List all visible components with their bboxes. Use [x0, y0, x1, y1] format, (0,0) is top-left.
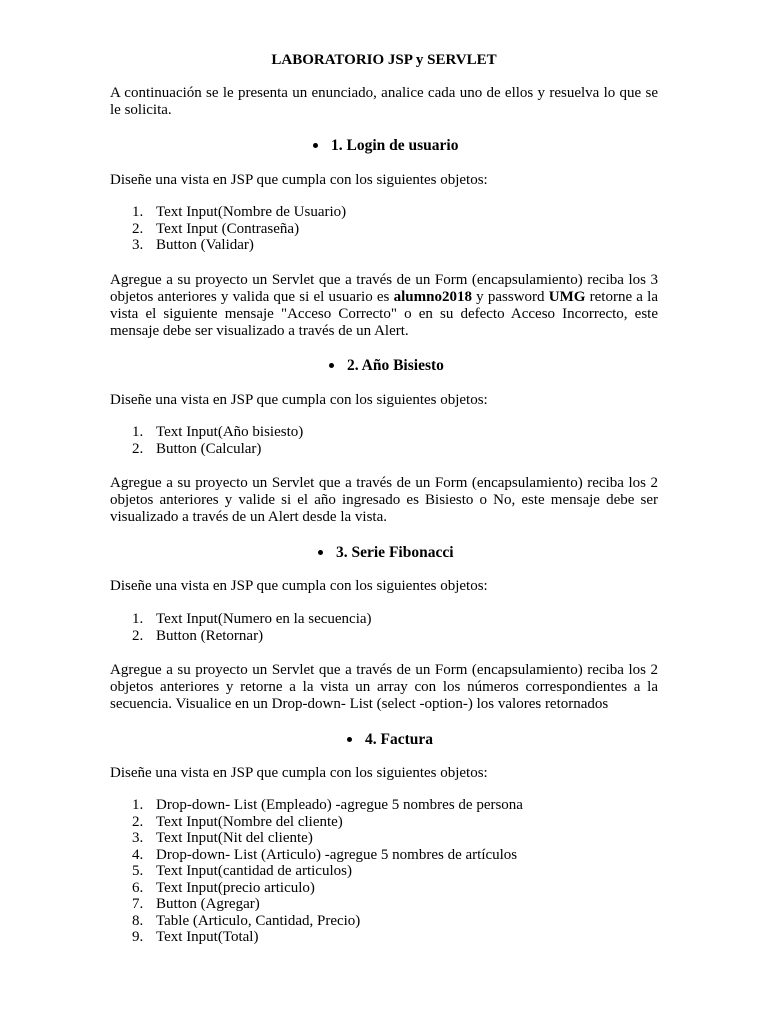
section-4-heading-text: 4. Factura [365, 731, 434, 748]
section-1-heading-text: 1. Login de usuario [331, 137, 459, 154]
section-4-heading [347, 731, 433, 748]
bullet-icon [329, 363, 334, 368]
section-2-heading-text: 2. Año Bisiesto [347, 357, 444, 374]
section-3-list [110, 611, 658, 644]
section-1-list [110, 204, 658, 254]
list-item: 4. Drop-down- List (Articulo) -agregue 5 nombres de artículos [132, 846, 518, 863]
bullet-icon [318, 550, 323, 555]
intro-paragraph: A continuación se le presenta un enunciado, analice cada uno de ellos y resuelva lo que se le solicita. [110, 85, 658, 118]
list-item: 6. Text Input(precio articulo) [132, 879, 315, 896]
list-item: 1. Text Input(Numero en la secuencia) [132, 611, 372, 627]
list-item: 1. Text Input(Año bisiesto) [132, 424, 304, 440]
list-item: 9. Text Input(Total) [132, 929, 259, 945]
section-2-description: Agregue a su proyecto un Servlet que a través de un Form (encapsulamiento) reciba los 2 objetos anteriores y valide si el año ingresado es Bisiesto o No, este mensaje debe ser visualizado a través de un Alert desde la vista. [110, 475, 658, 525]
document-title: LABORATORIO JSP y SERVLET [271, 52, 497, 68]
bullet-icon [347, 737, 352, 742]
section-2-lead: Diseñe una vista en JSP que cumpla con los siguientes objetos: [110, 392, 488, 408]
section-3-description: Agregue a su proyecto un Servlet que a través de un Form (encapsulamiento) reciba los 2 objetos anteriores y retorne a la vista un array con los números correspondientes a la secuencia. Visualice en un Drop-down- List (select -option-) los valores retornados [110, 662, 658, 712]
list-item: 8. Table (Articulo, Cantidad, Precio) [132, 912, 361, 929]
section-2-list [110, 424, 658, 457]
section-2-heading [329, 357, 444, 374]
section-4-list [110, 797, 658, 946]
list-item: 2. Text Input(Nombre del cliente) [132, 813, 343, 830]
section-1-heading [313, 137, 458, 154]
list-item: 1. Drop-down- List (Empleado) -agregue 5 nombres de persona [132, 797, 523, 813]
list-item: 2. Button (Retornar) [132, 627, 264, 644]
section-3-lead: Diseñe una vista en JSP que cumpla con los siguientes objetos: [110, 578, 488, 594]
list-item: 2. Button (Calcular) [132, 440, 262, 457]
password-value: UMG [548, 289, 586, 305]
list-item: 7. Button (Agregar) [132, 896, 260, 912]
bullet-icon [313, 143, 318, 148]
list-item: 2. Text Input (Contraseña) [132, 220, 300, 237]
username-value: alumno2018 [393, 289, 472, 305]
list-item: 3. Text Input(Nit del cliente) [132, 830, 313, 846]
list-item: 1. Text Input(Nombre de Usuario) [132, 204, 347, 220]
section-1-lead: Diseñe una vista en JSP que cumpla con los siguientes objetos: [110, 172, 488, 188]
section-3-heading [318, 544, 454, 561]
section-3-heading-text: 3. Serie Fibonacci [336, 544, 454, 561]
list-item: 3. Button (Validar) [132, 237, 254, 253]
section-4-lead: Diseñe una vista en JSP que cumpla con los siguientes objetos: [110, 765, 488, 781]
list-item: 5. Text Input(cantidad de articulos) [132, 863, 352, 879]
section-1-description: Agregue a su proyecto un Servlet que a través de un Form (encapsulamiento) reciba los 3 objetos anteriores y valida que si el usuario es alumno2018 y password UMG retorne a la vista el siguiente mensaje "Acceso Correcto" o en su defecto Acceso Incorrecto, este mensaje debe ser visualizado a través de un Alert. [110, 272, 658, 339]
